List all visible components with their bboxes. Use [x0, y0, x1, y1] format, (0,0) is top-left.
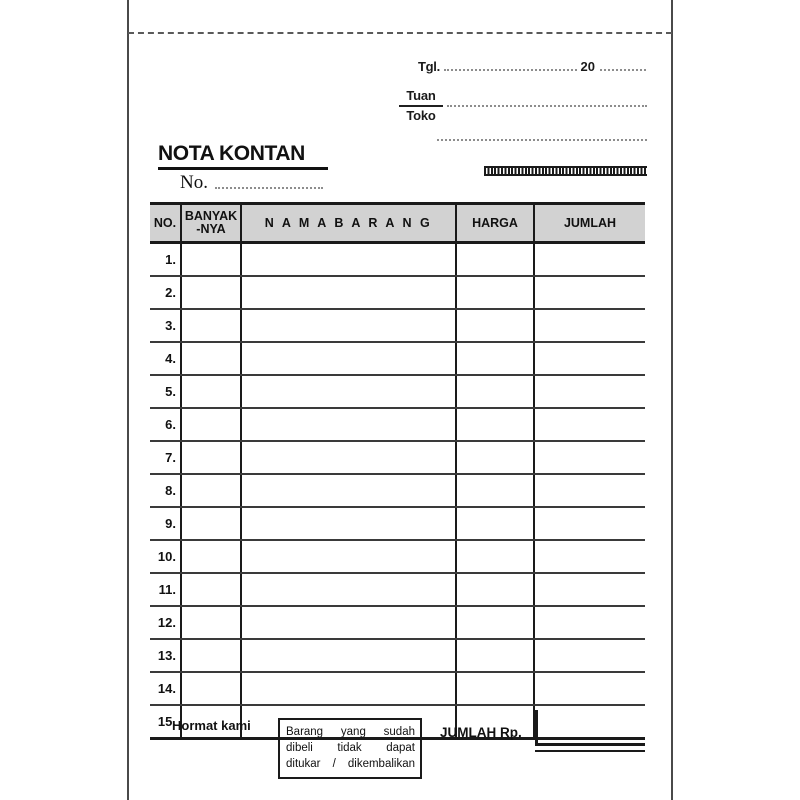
cell-quantity[interactable]: [182, 574, 242, 605]
recipient-label-toko: Toko: [406, 108, 436, 123]
column-header-no: NO.: [150, 205, 182, 241]
row-number: 13.: [150, 640, 182, 671]
row-number: 4.: [150, 343, 182, 374]
cell-quantity[interactable]: [182, 475, 242, 506]
cell-price[interactable]: [457, 343, 535, 374]
cell-price[interactable]: [457, 475, 535, 506]
cell-amount[interactable]: [535, 508, 645, 539]
table-row: [150, 310, 645, 343]
table-body: [150, 244, 645, 740]
table-row: [150, 541, 645, 574]
cell-quantity[interactable]: [182, 442, 242, 473]
year-dotted-rule: [600, 69, 646, 71]
row-number: 1.: [150, 244, 182, 275]
cell-item-name[interactable]: [242, 607, 457, 638]
grand-total-underline: [535, 750, 645, 752]
title-underline: [158, 167, 328, 170]
cell-amount[interactable]: [535, 541, 645, 572]
return-policy-line: dibeli tidak dapat: [286, 742, 415, 754]
recipient-address-rule[interactable]: [437, 139, 647, 141]
table-row: [150, 607, 645, 640]
cell-price[interactable]: [457, 673, 535, 704]
table-row: [150, 640, 645, 673]
century-prefix: 20: [580, 59, 595, 74]
cell-amount[interactable]: [535, 607, 645, 638]
table-row: [150, 442, 645, 475]
cell-price[interactable]: [457, 277, 535, 308]
cell-quantity[interactable]: [182, 607, 242, 638]
recipient-name-rule[interactable]: [447, 105, 647, 107]
recipient-label-group: [399, 88, 443, 124]
cell-item-name[interactable]: [242, 508, 457, 539]
cell-amount[interactable]: [535, 475, 645, 506]
date-field[interactable]: [418, 60, 646, 73]
cell-price[interactable]: [457, 409, 535, 440]
cell-quantity[interactable]: [182, 409, 242, 440]
table-row: [150, 574, 645, 607]
items-table: [150, 202, 645, 740]
cell-item-name[interactable]: [242, 673, 457, 704]
column-header-quantity-line2: -NYA: [196, 222, 226, 236]
return-policy-note: [278, 718, 422, 779]
row-number: 11.: [150, 574, 182, 605]
cell-item-name[interactable]: [242, 541, 457, 572]
row-number: 8.: [150, 475, 182, 506]
sheet-border-left: [127, 0, 129, 800]
column-header-quantity: [182, 205, 242, 241]
cell-price[interactable]: [457, 376, 535, 407]
cell-quantity[interactable]: [182, 541, 242, 572]
row-number: 7.: [150, 442, 182, 473]
cell-item-name[interactable]: [242, 277, 457, 308]
cell-item-name[interactable]: [242, 574, 457, 605]
recipient-label-tuan: Tuan: [406, 88, 436, 103]
cell-quantity[interactable]: [182, 310, 242, 341]
receipt-number-dotted-rule: [215, 187, 323, 189]
cell-amount[interactable]: [535, 574, 645, 605]
cell-item-name[interactable]: [242, 244, 457, 275]
cell-quantity[interactable]: [182, 376, 242, 407]
row-number: 14.: [150, 673, 182, 704]
table-header-row: [150, 205, 645, 244]
regards-label: Hormat kami: [172, 718, 251, 733]
return-policy-line: Barang yang sudah: [286, 726, 415, 738]
cell-item-name[interactable]: [242, 640, 457, 671]
cell-amount[interactable]: [535, 244, 645, 275]
cell-price[interactable]: [457, 310, 535, 341]
column-header-price: HARGA: [457, 205, 535, 241]
table-row: [150, 409, 645, 442]
table-row: [150, 277, 645, 310]
cell-item-name[interactable]: [242, 343, 457, 374]
cell-item-name[interactable]: [242, 310, 457, 341]
row-number: 2.: [150, 277, 182, 308]
cell-item-name[interactable]: [242, 442, 457, 473]
cell-amount[interactable]: [535, 310, 645, 341]
cell-amount[interactable]: [535, 673, 645, 704]
table-row: [150, 508, 645, 541]
column-header-quantity-line1: BANYAK: [184, 209, 238, 223]
cell-amount[interactable]: [535, 409, 645, 440]
cell-amount[interactable]: [535, 343, 645, 374]
grand-total-label: JUMLAH Rp.: [440, 725, 522, 740]
row-number: 9.: [150, 508, 182, 539]
row-number: 12.: [150, 607, 182, 638]
column-header-amount: JUMLAH: [563, 215, 617, 230]
table-row: [150, 475, 645, 508]
cell-price[interactable]: [457, 607, 535, 638]
cell-price[interactable]: [457, 442, 535, 473]
cell-item-name[interactable]: [242, 475, 457, 506]
cell-price[interactable]: [457, 508, 535, 539]
date-dotted-rule: [444, 69, 577, 71]
cell-quantity[interactable]: [182, 277, 242, 308]
cell-price[interactable]: [457, 541, 535, 572]
date-label: Tgl.: [418, 59, 440, 74]
receipt-number-field[interactable]: [158, 173, 358, 192]
cell-item-name[interactable]: [242, 376, 457, 407]
cell-amount[interactable]: [535, 442, 645, 473]
cell-price[interactable]: [457, 640, 535, 671]
cell-quantity[interactable]: [182, 343, 242, 374]
cell-amount[interactable]: [535, 376, 645, 407]
cell-amount[interactable]: [535, 640, 645, 671]
cell-quantity[interactable]: [182, 244, 242, 275]
receipt-number-label: No.: [180, 172, 208, 193]
recipient-divider: [399, 105, 443, 107]
table-row: [150, 376, 645, 409]
table-row: [150, 673, 645, 706]
row-number: 5.: [150, 376, 182, 407]
return-policy-line: ditukar / dikembalikan: [286, 758, 415, 770]
cell-quantity[interactable]: [182, 673, 242, 704]
title-block: [158, 142, 358, 192]
grand-total-value-box[interactable]: [535, 710, 645, 746]
cell-quantity[interactable]: [182, 508, 242, 539]
table-row: [150, 244, 645, 277]
perforation-line: [128, 32, 672, 34]
row-number: 15.: [150, 706, 182, 737]
sheet-border-right: [671, 0, 673, 800]
table-row: [150, 343, 645, 376]
cell-price[interactable]: [457, 244, 535, 275]
decorative-hatch-rule: [484, 166, 647, 176]
column-header-item-name: N A M A B A R A N G: [242, 205, 457, 241]
page-title: NOTA KONTAN: [158, 142, 305, 165]
row-number: 3.: [150, 310, 182, 341]
row-number: 10.: [150, 541, 182, 572]
cell-price[interactable]: [457, 574, 535, 605]
row-number: 6.: [150, 409, 182, 440]
cell-quantity[interactable]: [182, 640, 242, 671]
cell-item-name[interactable]: [242, 409, 457, 440]
cell-amount[interactable]: [535, 277, 645, 308]
